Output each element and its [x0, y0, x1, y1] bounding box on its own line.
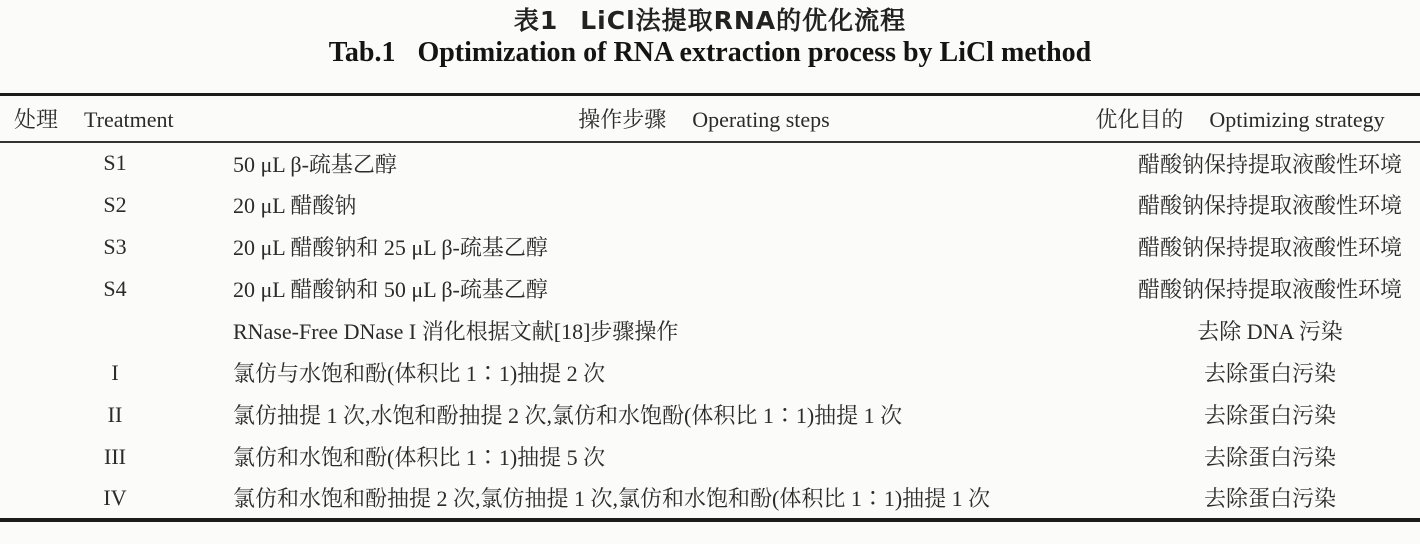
cell-purpose: 去除 DNA 污染	[1197, 319, 1343, 344]
cell-steps: 20 μL 醋酸钠和 25 μL β-疏基乙醇	[233, 235, 548, 260]
cell-purpose: 去除蛋白污染	[1203, 486, 1336, 511]
data-table	[0, 93, 1420, 522]
table-row	[0, 352, 1420, 394]
cell-purpose: 醋酸钠保持提取液酸性环境	[1137, 193, 1402, 218]
header-treatment-en: Treatment	[84, 106, 174, 132]
cell-steps: 20 μL 醋酸钠	[233, 193, 357, 218]
cell-steps: 氯仿和水饱和酚抽提 2 次,氯仿抽提 1 次,氯仿和水饱和酚(体积比 1∶1)抽提 1 次	[233, 486, 991, 511]
cell-treatment: II	[107, 401, 123, 427]
header-treatment	[0, 95, 230, 142]
table-header	[0, 95, 1420, 142]
table-body	[0, 142, 1420, 520]
cell-treatment	[0, 310, 230, 352]
header-optimizing-strategy-zh: 优化目的	[1095, 106, 1184, 132]
cell-purpose: 醋酸钠保持提取液酸性环境	[1137, 277, 1402, 302]
table-row	[0, 142, 1420, 184]
cell-treatment: S1	[103, 150, 127, 175]
table-row	[0, 310, 1420, 352]
cell-purpose: 醋酸钠保持提取液酸性环境	[1137, 235, 1402, 260]
cell-treatment: III	[104, 443, 126, 469]
cell-steps: 氯仿与水饱和酚(体积比 1∶1)抽提 2 次	[233, 361, 606, 386]
table-row	[0, 268, 1420, 310]
table-row	[0, 226, 1420, 268]
table-title-en-text: Optimization of RNA extraction process by LiCl method	[417, 37, 1092, 68]
cell-treatment: S2	[103, 191, 127, 217]
cell-treatment: I	[111, 359, 119, 385]
cell-purpose: 去除蛋白污染	[1203, 403, 1336, 428]
header-operating-steps-en: Operating steps	[692, 106, 830, 132]
header-treatment-zh: 处理	[14, 106, 59, 132]
table-title-zh	[0, 6, 1420, 36]
cell-treatment: S4	[103, 275, 127, 301]
table-row	[0, 436, 1420, 478]
cell-purpose: 去除蛋白污染	[1203, 361, 1336, 386]
table-title-en	[0, 36, 1420, 70]
table-number-zh: 表1	[513, 6, 559, 35]
cell-purpose: 醋酸钠保持提取液酸性环境	[1137, 151, 1402, 177]
cell-steps: 20 μL 醋酸钠和 50 μL β-疏基乙醇	[233, 277, 548, 302]
header-operating-steps-zh: 操作步骤	[578, 106, 667, 132]
table-row	[0, 394, 1420, 436]
header-row	[0, 95, 1420, 142]
cell-treatment: IV	[103, 484, 127, 510]
table-row	[0, 478, 1420, 520]
cell-purpose: 去除蛋白污染	[1203, 445, 1336, 470]
table-row	[0, 184, 1420, 226]
cell-steps: 氯仿和水饱和酚(体积比 1∶1)抽提 5 次	[233, 445, 606, 470]
table-number-en: Tab.1	[328, 37, 396, 68]
header-operating-steps	[230, 95, 1060, 142]
header-optimizing-strategy-en: Optimizing strategy	[1209, 106, 1385, 132]
cell-steps: 50 μL β-疏基乙醇	[233, 151, 397, 177]
table-title-zh-text: LiCl法提取RNA的优化流程	[580, 6, 907, 35]
cell-steps: RNase-Free DNase I 消化根据文献[18]步骤操作	[233, 319, 679, 344]
header-optimizing-strategy	[1060, 95, 1420, 142]
cell-treatment: S3	[103, 233, 127, 259]
cell-steps: 氯仿抽提 1 次,水饱和酚抽提 2 次,氯仿和水饱酚(体积比 1∶1)抽提 1 次	[233, 403, 903, 428]
